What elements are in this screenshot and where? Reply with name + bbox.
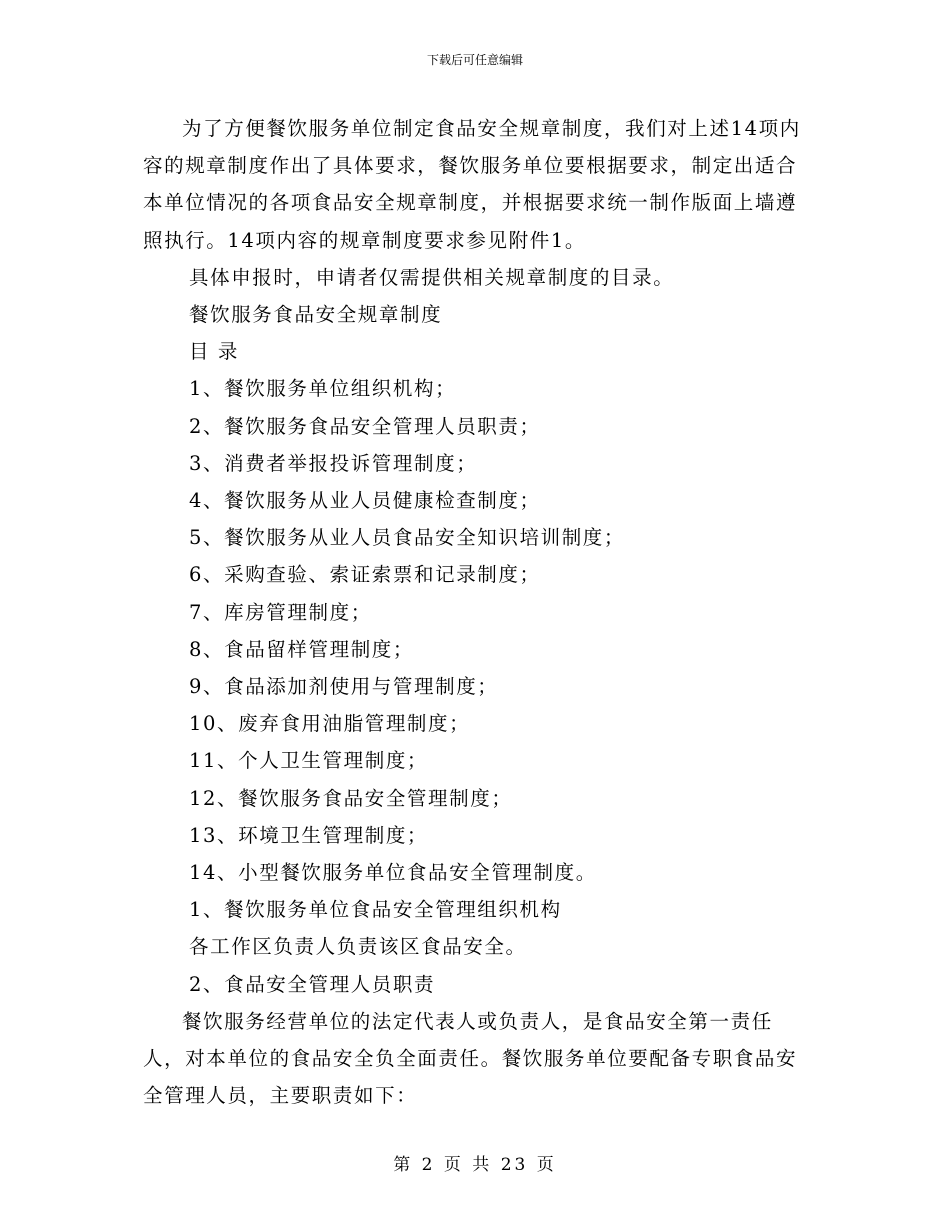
declaration-note: 具体申报时，申请者仅需提供相关规章制度的目录。 [189,265,675,289]
section1-heading: 1、餐饮服务单位食品安全管理组织机构 [189,898,562,922]
section2-heading: 2、食品安全管理人员职责 [189,972,436,996]
toc-item: 11、个人卫生管理制度； [189,749,429,773]
toc-item: 7、库房管理制度； [189,600,372,624]
document-title: 餐饮服务食品安全规章制度 [189,303,443,327]
toc-item: 8、食品留样管理制度； [189,637,415,661]
toc-item: 10、废弃食用油脂管理制度； [189,712,471,736]
toc-item: 14、小型餐饮服务单位食品安全管理制度。 [189,861,597,885]
document-body [143,110,809,1114]
toc-item: 3、消费者举报投诉管理制度； [189,451,478,475]
toc-item: 6、采购查验、索证索票和记录制度； [189,563,541,587]
section1-text: 各工作区负责人负责该区食品安全。 [189,935,527,959]
toc-item: 12、餐饮服务食品安全管理制度； [189,786,513,810]
page-number: 第 2 页 共 23 页 [393,1155,557,1175]
toc-item: 5、餐饮服务从业人员食品安全知识培训制度； [189,526,626,550]
toc-item: 4、餐饮服务从业人员健康检查制度； [189,489,541,513]
section2-paragraph: 餐饮服务经营单位的法定代表人或负责人，是食品安全第一责任人，对本单位的食品安全负全面责任。餐饮服务单位要配备专职食品安全管理人员，主要职责如下： [143,1009,798,1108]
page-header: 下载后可任意编辑 [426,53,523,67]
toc-list [143,370,809,891]
toc-item: 13、环境卫生管理制度； [189,823,429,847]
toc-item: 1、餐饮服务单位组织机构； [189,377,457,401]
toc-item: 2、餐饮服务食品安全管理人员职责； [189,414,541,438]
toc-heading: 目 录 [189,340,239,364]
intro-paragraph: 为了方便餐饮服务单位制定食品安全规章制度，我们对上述14项内容的规章制度作出了具体要求，餐饮服务单位要根据要求，制定出适合本单位情况的各项食品安全规章制度，并根据要求统一制作版面上墙遵照执行。14项内容的规章制度要求参见附件1。 [143,117,801,252]
toc-item: 9、食品添加剂使用与管理制度； [189,675,499,699]
